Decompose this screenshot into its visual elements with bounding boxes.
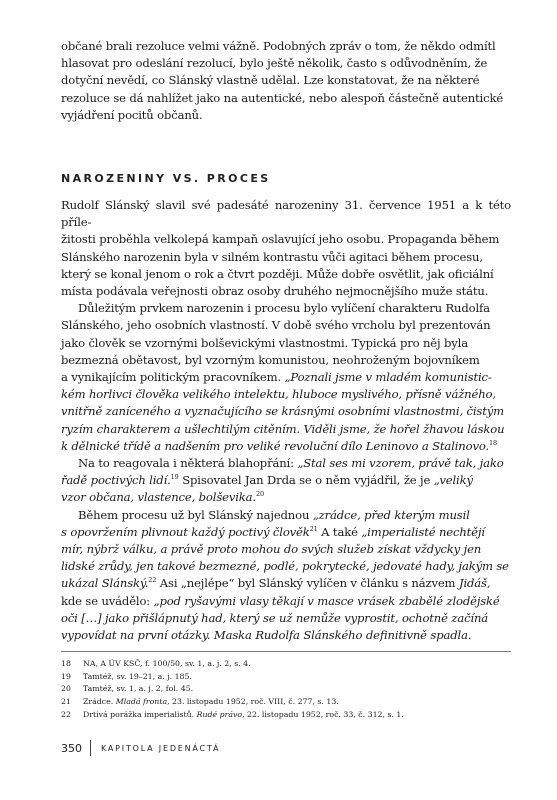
body-text: a vynikajícím politickým pracovníkem.: [61, 370, 285, 385]
quote-text: řadě poctivých lidí.: [61, 473, 171, 488]
body-text: Na to reagovala i některá blahopřání:: [78, 456, 298, 471]
footnote-ref: 21: [309, 525, 318, 533]
quote-text: k dělnické třídě a nadšením pro veliké revoluční dílo Leninovo a Stalinovo.: [61, 438, 490, 453]
section-body: [61, 197, 511, 644]
footnote-source: NA, A ÚV KSČ, f. 100/50, sv. 1, a. j. 2, s. 4.: [83, 659, 251, 668]
footnote-text: [83, 671, 192, 684]
text-line: [61, 455, 511, 472]
quote-text: „zrádce, před kterým musil: [312, 507, 470, 522]
text-line: [61, 627, 511, 644]
text-line: [61, 593, 511, 610]
quote-text: ryzím charakterem a ušlechtilým citěním. Viděli jsme, že hořel žhavou láskou: [61, 421, 505, 436]
quote-text: kém horlivci člověka velikého intelektu, hluboce myslivého, přísně vážného,: [61, 387, 496, 402]
footer-divider: [90, 740, 91, 756]
text-line: [61, 472, 511, 489]
text-line: [61, 541, 511, 558]
footnote-number: 18: [61, 659, 71, 668]
quote-text: Jidáš,: [458, 576, 491, 591]
body-text: A také: [317, 524, 362, 539]
text-line: dotyční nevědí, co Slánský vlastně udělal. Lze konstatovat, že na některé: [61, 73, 480, 88]
page-number: 350: [61, 741, 82, 755]
page-footer: [61, 740, 220, 756]
body-text: místa podávala veřejnosti obraz osoby druhého nejmocnějšího muže státu.: [61, 284, 489, 299]
text-line: vyjádření pocitů občanů.: [61, 107, 203, 122]
footnote-source: Tamtéž, sv. 19–21, a. j. 185.: [83, 671, 192, 681]
text-line: [61, 317, 511, 334]
text-line: rezoluce se dá nahlížet jako na autentické, nebo alespoň částečně autentické: [61, 90, 504, 105]
footnote-ref: 18: [489, 438, 497, 447]
text-line: [61, 507, 511, 524]
footnote-text: [83, 658, 251, 671]
footnote-text: [83, 683, 193, 696]
text-line: [61, 386, 511, 403]
text-line: [61, 403, 511, 420]
text-line: [61, 524, 511, 541]
body-text: Slánského narozenin byla v silném kontrastu vůči agitaci během procesu,: [61, 249, 483, 264]
footnote-ref: 22: [148, 576, 157, 585]
quote-text: oči […] jako přišlápnutý had, který se už nemůže vyprostit, ochotně začíná: [61, 610, 489, 625]
text-line: [61, 421, 511, 438]
body-text: Důležitým prvkem narozenin i procesu bylo vylíčení charakteru Rudolfa: [78, 301, 490, 316]
footnote: [61, 658, 511, 671]
text-line: [61, 335, 511, 352]
body-text: bezmezná obětavost, byl vzorným komunistou, neohroženým bojovníkem: [61, 352, 480, 367]
text-line: [61, 558, 511, 575]
quote-text: vnitřně zaníceného a vyznačujícího se krásnými osobními vlastnostmi, čistým: [61, 404, 504, 419]
quote-text: vypovídat na první otázky. Maska Rudolfa Slánského definitivně spadla.: [61, 628, 472, 643]
text-line: [61, 575, 511, 592]
body-text: žitosti proběhla velkolepá kampaň oslavující jeho osobu. Propaganda během: [61, 232, 500, 247]
text-line: [61, 489, 511, 506]
body-text: jako člověk se vzornými bolševickými vlastnostmi. Typická pro něj byla: [61, 335, 468, 350]
quote-text: „pod ryšavými vlasy těkají v masce vrásek zbabělé zlodějské: [153, 593, 500, 608]
section-heading: NAROZENINY VS. PROCES: [61, 172, 271, 185]
body-text: který se konal jenom o rok a čtvrt později. Může dobře osvětlit, jak oficiální: [61, 266, 494, 281]
body-text: Asi „nejlépe“ byl Slánský vylíčen v článku s názvem: [156, 576, 459, 591]
footnote-ref: 20: [255, 490, 264, 499]
text-line: [61, 438, 511, 455]
footnote-number: 20: [61, 684, 71, 694]
footnote: [61, 696, 511, 709]
footnote: [61, 709, 511, 722]
footnote-number: 19: [61, 671, 71, 681]
quote-text: „Stal ses mi vzorem, právě tak, jako: [297, 456, 504, 471]
footnote-periodical: Rudé právo: [196, 709, 243, 719]
text-line: [61, 266, 511, 283]
body-text: Slánského, jeho osobních vlastností. V době svého vrcholu byl prezentován: [61, 318, 491, 333]
footnote-divider: [61, 651, 511, 652]
text-line: [61, 610, 511, 627]
text-line: [61, 249, 511, 266]
quote-text: s opovržením plivnout každý poctivý člověk: [61, 524, 310, 539]
quote-text: vzor občana, vlastence, bolševika.: [61, 490, 256, 505]
quote-text: ukázal Slánský.: [61, 576, 149, 591]
text-line: [61, 300, 511, 317]
body-text: kde se uvádělo:: [61, 593, 154, 608]
footnote: [61, 671, 511, 684]
text-line: hlasovat pro odeslání rezolucí, bylo ještě několik, často s odůvodněním, že: [61, 56, 488, 71]
footnote-details: , 22. listopadu 1952, roč. 33, č. 312, s. 1.: [242, 709, 404, 719]
text-line: [61, 352, 511, 369]
body-text: Spisovatel Jan Drda se o něm vyjádřil, že je: [178, 473, 434, 488]
text-line: občané brali rezoluce velmi vážně. Podobných zpráv o tom, že někdo odmítl: [61, 39, 496, 53]
footnote-number: 22: [61, 709, 71, 719]
text-line: [61, 369, 511, 386]
footnote-source: Tamtéž, sv. 1, a. j. 2, fol. 45.: [83, 684, 194, 694]
footnote-details: , 23. listopadu 1952, roč. VIII, č. 277, s. 13.: [167, 697, 339, 707]
footnote: [61, 683, 511, 696]
quote-text: „Poznali jsme v mladém komunistic-: [284, 370, 492, 385]
text-line: [61, 283, 511, 300]
footnote-text: [83, 696, 339, 709]
footnote-number: 21: [61, 697, 71, 707]
body-text: Rudolf Slánský slavil své padesáté narozeniny 31. července 1951 a k této příle-: [61, 198, 511, 230]
text-line: [61, 231, 511, 248]
intro-paragraph: [61, 38, 511, 124]
body-text: Během procesu už byl Slánský najednou: [78, 507, 313, 522]
footnote-ref: 19: [170, 473, 179, 482]
quote-text: „imperialisté nechtějí: [361, 524, 485, 539]
footnote-periodical: Mladá fronta: [115, 697, 168, 707]
chapter-title: KAPITOLA JEDENÁCTÁ: [101, 743, 221, 753]
quote-text: lidské zrůdy, jen takové bezmezné, podlé, pokrytecké, jedovaté hady, jakým se: [61, 559, 509, 574]
footnote-source: Drtivá porážka imperialistů.: [83, 709, 197, 719]
footnote-source: Zrádce.: [83, 697, 116, 707]
text-line: [61, 197, 511, 231]
quote-text: mír, nýbrž válku, a právě proto mohou do svých služeb získat vždycky jen: [61, 542, 482, 557]
quote-text: „veliký: [433, 473, 473, 488]
footnotes: [61, 658, 511, 722]
footnote-text: [83, 709, 404, 722]
